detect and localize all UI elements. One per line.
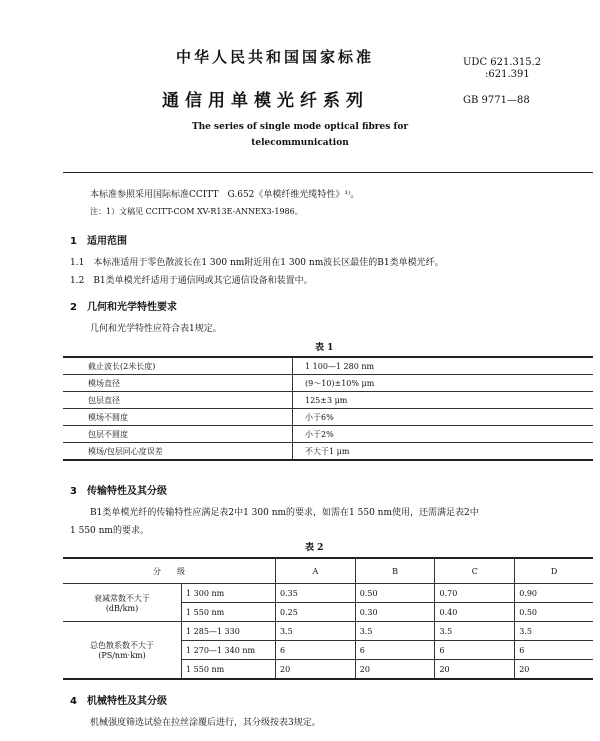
value-cell: 0.90 — [515, 584, 593, 603]
section2-heading: 2 几何和光学特性要求 — [70, 302, 177, 313]
table1-value: 125±3 μm — [293, 392, 594, 409]
section3-text-line1: B1类单模光纤的传输特性应满足表2中1 300 nm的要求，如需在1 550 nm使用，还需满足表2中 — [90, 508, 479, 518]
value-cell: 0.70 — [435, 584, 515, 603]
section4-text: 机械强度筛选试验在拉丝涂覆后进行，其分级按表3规定。 — [90, 718, 321, 728]
udc-line1: UDC 621.315.2 — [463, 57, 542, 68]
table-row — [63, 426, 593, 443]
section1-item2: 1.2 B1类单模光纤适用于通信网或其它通信设备和装置中。 — [70, 276, 313, 286]
value-cell: 0.40 — [435, 603, 515, 622]
table1-value: 1 100—1 280 nm — [293, 357, 594, 375]
wavelength-cell: 1 285—1 330 — [182, 622, 276, 641]
value-cell: 0.50 — [355, 584, 435, 603]
table1-value: 小于2% — [293, 426, 594, 443]
value-cell: 3.5 — [515, 622, 593, 641]
grade-c: C — [435, 558, 515, 584]
wavelength-cell: 1 550 nm — [182, 603, 276, 622]
value-cell: 3.5 — [435, 622, 515, 641]
attenuation-label-line1: 衰减常数不大于 — [94, 593, 150, 603]
value-cell: 6 — [355, 641, 435, 660]
section4-heading: 4 机械特性及其分级 — [70, 696, 167, 707]
english-title — [0, 119, 600, 151]
table-row — [63, 409, 593, 426]
section3-heading: 3 传输特性及其分级 — [70, 486, 167, 497]
value-cell: 6 — [276, 641, 356, 660]
value-cell: 20 — [355, 660, 435, 680]
table1-value: 不大于1 μm — [293, 443, 594, 461]
value-cell: 0.35 — [276, 584, 356, 603]
table-row — [63, 584, 593, 603]
value-cell: 6 — [515, 641, 593, 660]
table1-name: 模场直径 — [63, 375, 293, 392]
english-title-line1: The series of single mode optical fibres for — [191, 122, 409, 132]
table1-name: 包层不圆度 — [63, 426, 293, 443]
wavelength-cell: 1 550 nm — [182, 660, 276, 680]
intro-text: 本标准参照采用国际标准CCITT G.652《单模纤维光缆特性》¹⁾。 — [90, 190, 360, 200]
table-row — [63, 357, 593, 375]
grade-b: B — [355, 558, 435, 584]
value-cell: 3.5 — [355, 622, 435, 641]
section3-text-line2: 1 550 nm的要求。 — [70, 526, 149, 536]
table1-value: 小于6% — [293, 409, 594, 426]
table-row — [63, 443, 593, 461]
wavelength-cell: 1 300 nm — [182, 584, 276, 603]
value-cell: 0.25 — [276, 603, 356, 622]
value-cell: 20 — [435, 660, 515, 680]
attenuation-label — [63, 584, 182, 622]
value-cell: 20 — [276, 660, 356, 680]
dispersion-label-line1: 总色散系数不大于 — [90, 641, 154, 650]
table-row — [63, 558, 593, 584]
table-row — [63, 622, 593, 641]
section1-item1: 1.1 本标准适用于零色散波长在1 300 nm附近用在1 300 nm波长区最佳的B1类单模光纤。 — [70, 258, 444, 268]
table1-value: (9～10)±10% μm — [293, 375, 594, 392]
english-title-line2: telecommunication — [251, 138, 349, 148]
main-title: 通信用单模光纤系列 — [162, 91, 369, 111]
dispersion-label-line2: (PS/nm·km) — [98, 651, 146, 660]
dispersion-label — [63, 622, 182, 680]
table-row — [63, 392, 593, 409]
wavelength-cell: 1 270—1 340 nm — [182, 641, 276, 660]
value-cell: 6 — [435, 641, 515, 660]
table1-name: 包层直径 — [63, 392, 293, 409]
table2-caption: 表 2 — [305, 543, 324, 553]
grade-header: 分 级 — [63, 558, 276, 584]
attenuation-label-line2: (dB/km) — [105, 603, 139, 613]
udc-code — [463, 57, 541, 81]
grade-d: D — [515, 558, 593, 584]
grade-a: A — [276, 558, 356, 584]
value-cell: 0.30 — [355, 603, 435, 622]
section2-text: 几何和光学特性应符合表1规定。 — [90, 324, 222, 334]
table1-name: 截止波长(2米长度) — [63, 357, 293, 375]
value-cell: 3.5 — [276, 622, 356, 641]
table-row — [63, 375, 593, 392]
value-cell: 20 — [515, 660, 593, 680]
intro-note: 注：1）文稿见 CCITT-COM XV-R13E-ANNEX3-1986。 — [90, 207, 303, 216]
value-cell: 0.50 — [515, 603, 593, 622]
header-rule — [63, 172, 593, 173]
table1-caption: 表 1 — [315, 343, 334, 353]
table1-name: 模场不圆度 — [63, 409, 293, 426]
table1 — [63, 356, 593, 461]
section1-heading: 1 适用范围 — [70, 236, 127, 247]
gb-code: GB 9771—88 — [463, 95, 530, 106]
udc-line2: :621.391 — [485, 69, 530, 80]
org-title: 中华人民共和国国家标准 — [176, 48, 375, 66]
table1-name: 模场/包层同心度误差 — [63, 443, 293, 461]
table2 — [63, 557, 593, 680]
